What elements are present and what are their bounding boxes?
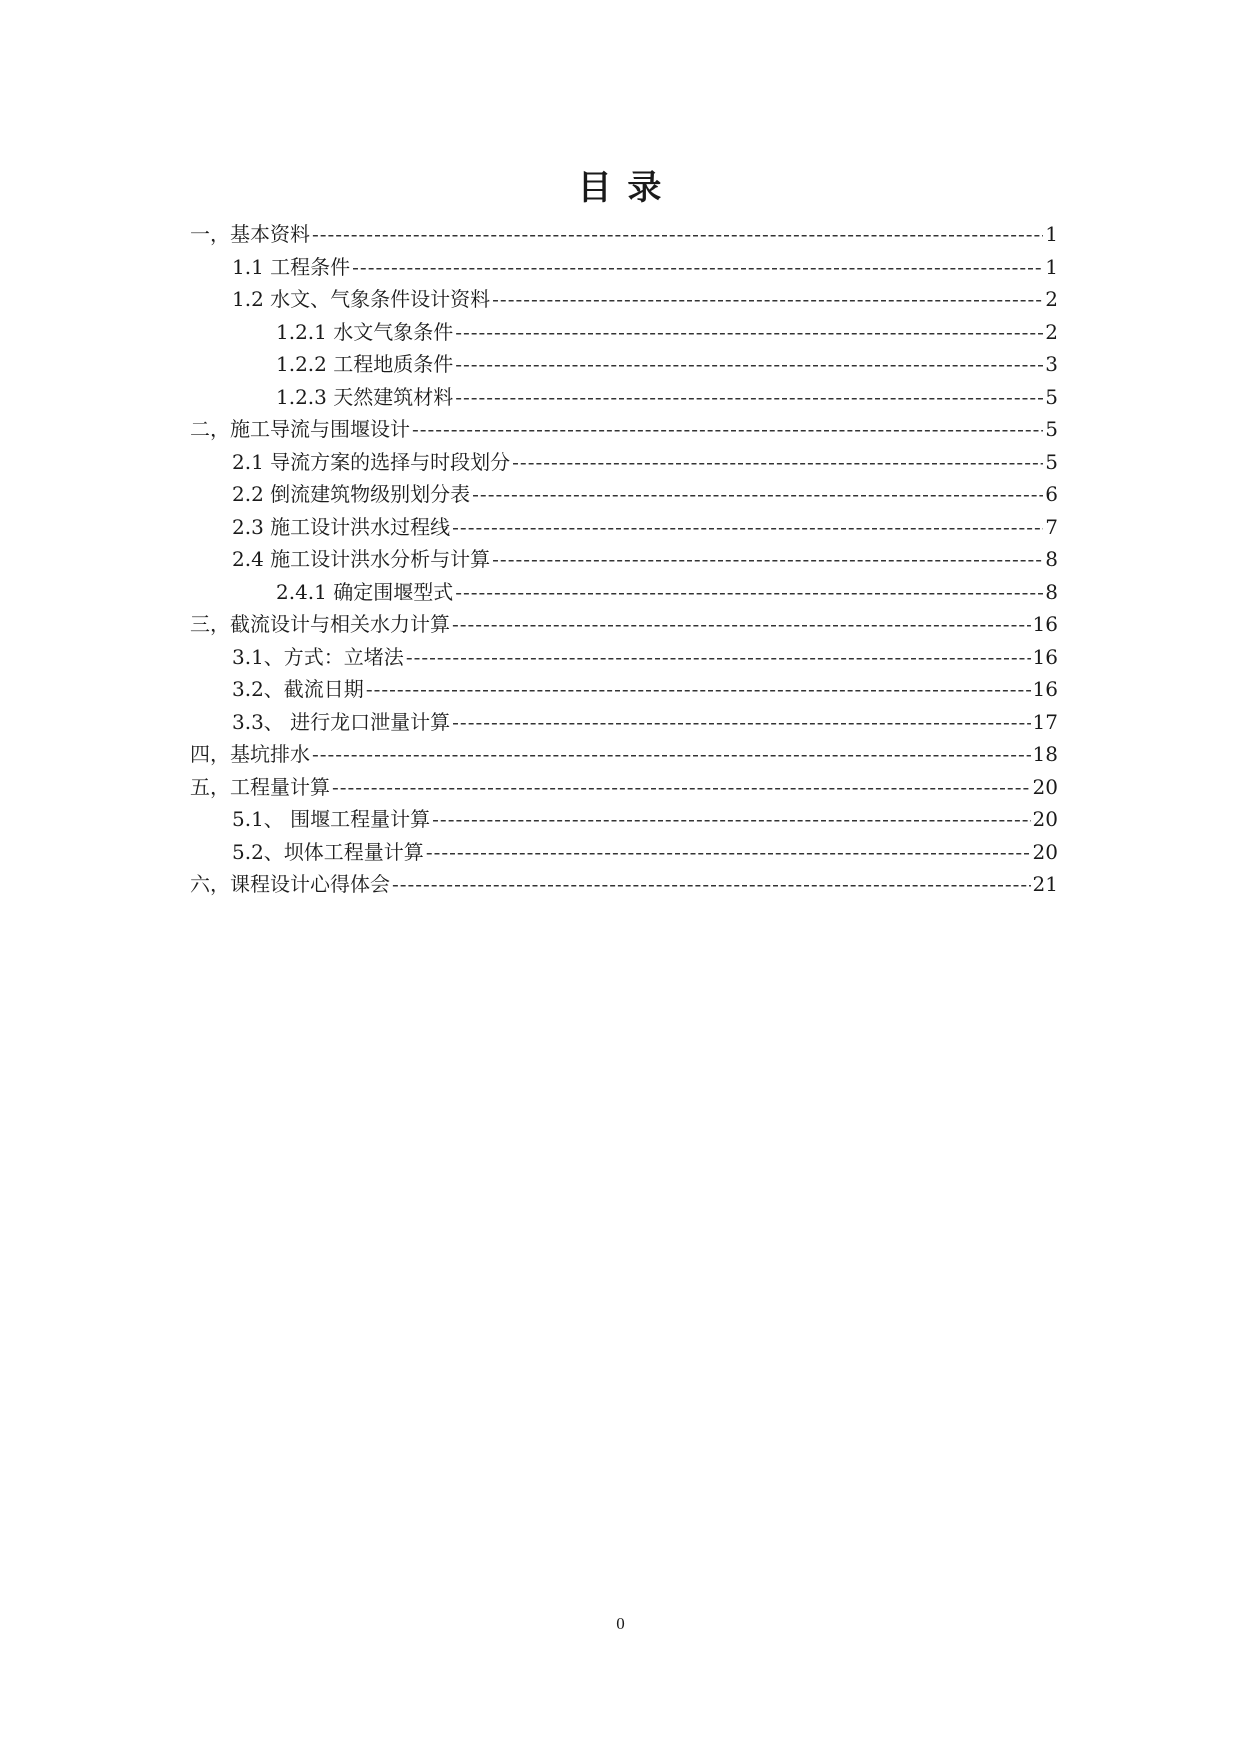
toc-entry[interactable] (190, 576, 1058, 609)
toc-entry-page: 5 (1045, 417, 1058, 441)
toc-dot-leader (455, 352, 1043, 376)
toc-dot-leader (492, 287, 1043, 311)
toc-entry-label: 5.1、 围堰工程量计算 (232, 807, 431, 831)
toc-entry-page: 20 (1032, 839, 1058, 864)
toc-entry-label: 1.2.2 工程地质条件 (276, 352, 454, 376)
toc-entry-label: 1.1 工程条件 (232, 254, 351, 279)
toc-entry[interactable] (190, 478, 1058, 511)
toc-entry[interactable] (190, 413, 1058, 446)
toc-entry-page: 2 (1045, 319, 1058, 344)
toc-dot-leader (452, 710, 1030, 734)
toc-entry[interactable] (190, 803, 1058, 836)
toc-entry-label: 五，工程量计算 (190, 774, 330, 799)
toc-entry-page: 16 (1032, 644, 1058, 669)
toc-entry-page: 7 (1045, 514, 1058, 539)
toc-entry-label: 3.2、截流日期 (232, 677, 364, 701)
toc-entry-label: 二，施工导流与围堰设计 (190, 417, 410, 441)
toc-entry-label: 3.3、 进行龙口泄量计算 (232, 709, 451, 734)
toc-entry[interactable] (190, 771, 1058, 804)
toc-entry[interactable] (190, 381, 1058, 414)
toc-entry-page: 8 (1045, 547, 1058, 571)
toc-entry-label: 1.2.1 水文气象条件 (276, 319, 454, 344)
toc-entry[interactable] (190, 251, 1058, 284)
toc-entry-label: 2.3 施工设计洪水过程线 (232, 514, 451, 539)
page-number: 0 (616, 1614, 625, 1633)
toc-entry-page: 2 (1045, 287, 1058, 311)
toc-dot-leader (352, 255, 1043, 279)
toc-entry-label: 1.2 水文、气象条件设计资料 (232, 287, 491, 311)
toc-entry-page: 18 (1032, 742, 1058, 766)
toc-dot-leader (455, 320, 1043, 344)
toc-entry-page: 6 (1045, 482, 1058, 506)
toc-entry[interactable] (190, 543, 1058, 576)
toc-dot-leader (392, 872, 1031, 896)
toc-dot-leader (406, 645, 1031, 669)
toc-entry[interactable] (190, 316, 1058, 349)
toc-entry[interactable] (190, 673, 1058, 706)
toc-entry-page: 20 (1032, 774, 1058, 799)
toc-dot-leader (432, 807, 1030, 831)
toc-entry[interactable] (190, 348, 1058, 381)
toc-entry-page: 1 (1045, 222, 1058, 246)
toc-entry-page: 20 (1032, 807, 1058, 831)
toc-entry[interactable] (190, 868, 1058, 901)
toc-dot-leader (412, 417, 1043, 441)
toc-entry[interactable] (190, 706, 1058, 739)
toc-entry-label: 2.1 导流方案的选择与时段划分 (232, 449, 511, 474)
toc-dot-leader (452, 515, 1043, 539)
toc-entry-label: 三，截流设计与相关水力计算 (190, 612, 450, 636)
toc-dot-leader (312, 742, 1031, 766)
toc-dot-leader (452, 612, 1031, 636)
toc-entry-label: 1.2.3 天然建筑材料 (276, 384, 454, 409)
toc-entry-page: 8 (1045, 579, 1058, 604)
toc-entry-page: 17 (1032, 709, 1058, 734)
toc-dot-leader (455, 580, 1043, 604)
toc-entry-label: 5.2、坝体工程量计算 (232, 839, 424, 864)
toc-entry-page: 21 (1032, 872, 1058, 896)
toc-dot-leader (455, 385, 1043, 409)
toc-dot-leader (312, 222, 1043, 246)
toc-entry-label: 六，课程设计心得体会 (190, 872, 390, 896)
toc-entry-label: 四，基坑排水 (190, 742, 310, 766)
toc-entry-label: 2.2 倒流建筑物级别划分表 (232, 482, 471, 506)
toc-entry-page: 16 (1032, 677, 1058, 701)
toc-entry[interactable] (190, 836, 1058, 869)
toc-entry[interactable] (190, 511, 1058, 544)
table-of-contents (190, 218, 1058, 901)
toc-entry[interactable] (190, 283, 1058, 316)
toc-entry[interactable] (190, 608, 1058, 641)
toc-entry-page: 1 (1045, 254, 1058, 279)
toc-entry-label: 2.4 施工设计洪水分析与计算 (232, 547, 491, 571)
toc-dot-leader (366, 677, 1031, 701)
page-title: 目 录 (577, 168, 664, 208)
toc-entry-label: 3.1、方式：立堵法 (232, 644, 404, 669)
toc-dot-leader (332, 775, 1031, 799)
toc-dot-leader (512, 450, 1043, 474)
toc-dot-leader (492, 547, 1043, 571)
toc-entry[interactable] (190, 218, 1058, 251)
toc-dot-leader (426, 840, 1031, 864)
toc-dot-leader (472, 482, 1043, 506)
toc-entry-page: 5 (1045, 449, 1058, 474)
toc-entry-page: 16 (1032, 612, 1058, 636)
toc-entry[interactable] (190, 446, 1058, 479)
toc-entry-page: 3 (1045, 352, 1058, 376)
toc-entry-label: 一，基本资料 (190, 222, 310, 246)
toc-entry-page: 5 (1045, 384, 1058, 409)
toc-entry[interactable] (190, 641, 1058, 674)
toc-entry-label: 2.4.1 确定围堰型式 (276, 579, 454, 604)
toc-entry[interactable] (190, 738, 1058, 771)
